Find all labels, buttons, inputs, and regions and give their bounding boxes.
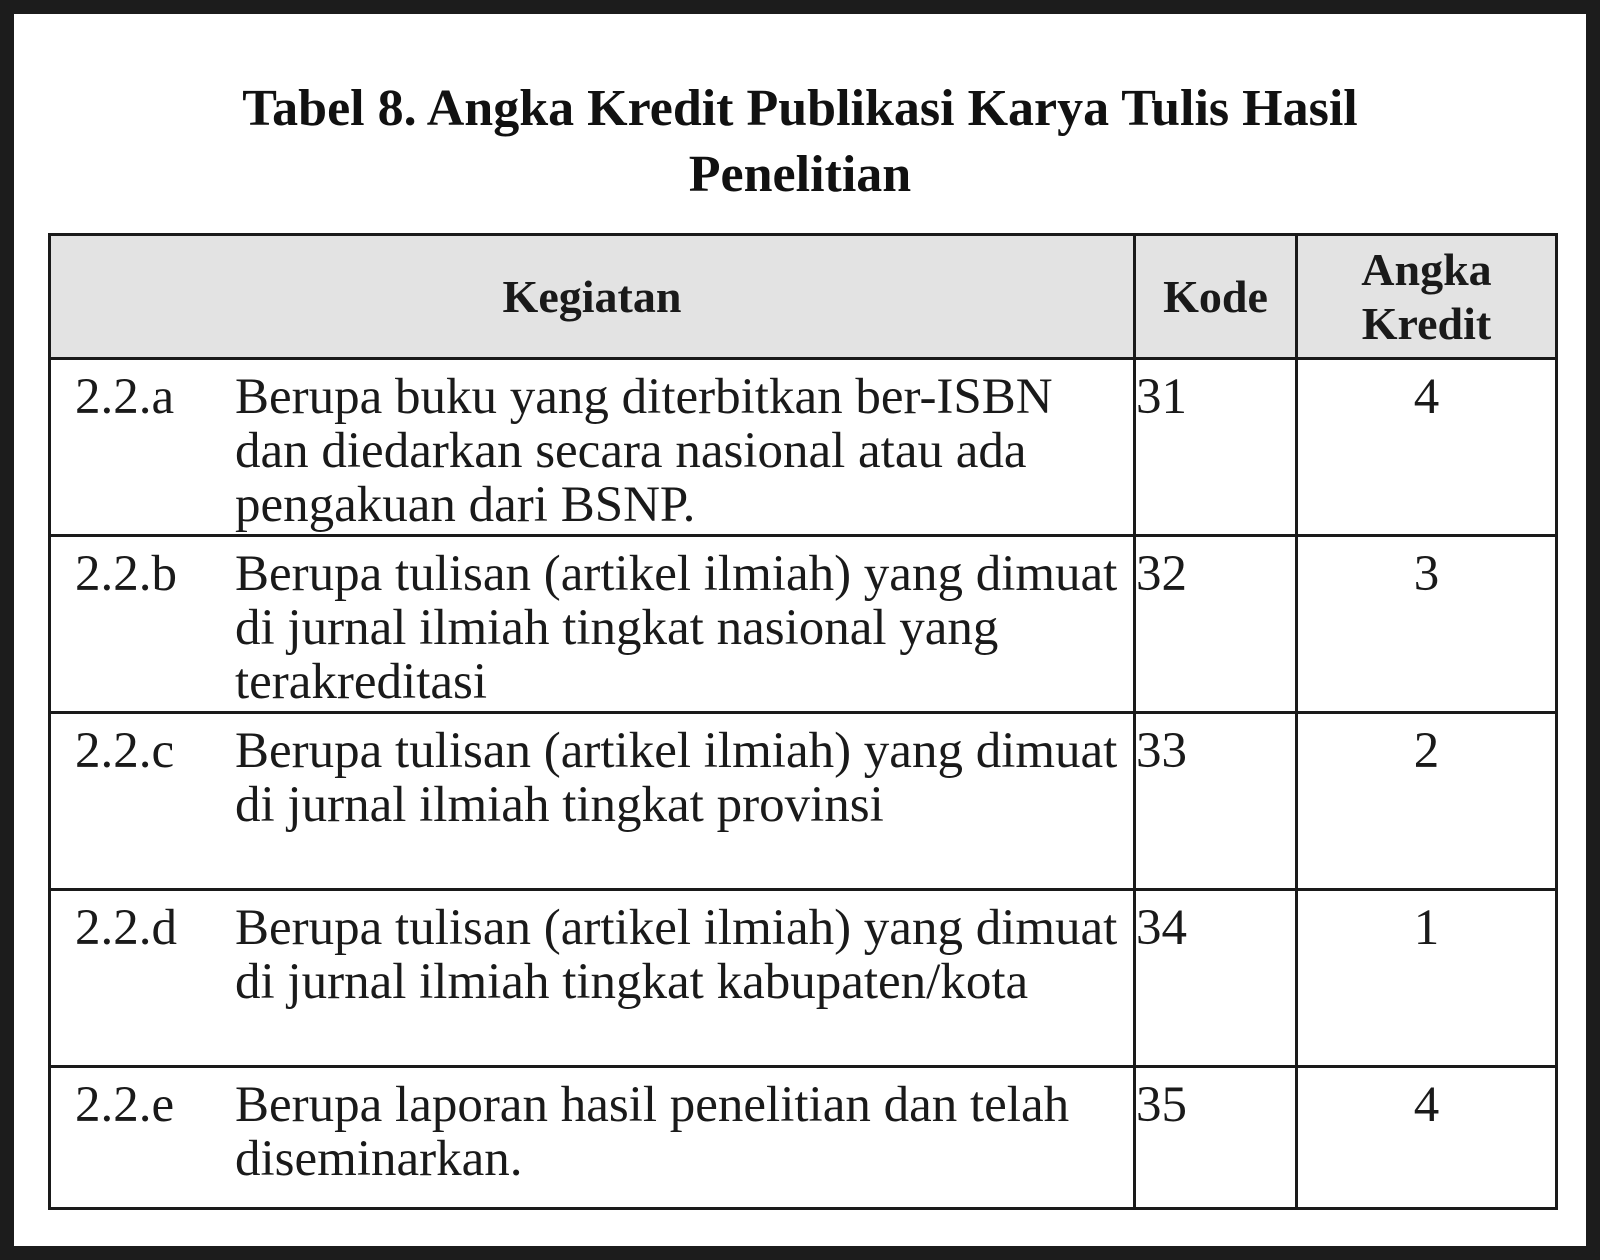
header-kegiatan: Kegiatan — [50, 235, 1135, 359]
table-row — [50, 1067, 1557, 1209]
header-angka-kredit-line-2: Kredit — [1361, 297, 1492, 349]
cell-angka-kredit: 2 — [1297, 713, 1557, 890]
cell-kode: 35 — [1135, 1067, 1297, 1209]
cell-angka-kredit: 4 — [1297, 359, 1557, 536]
row-description: Berupa laporan hasil penelitian dan telah diseminarkan. — [235, 1077, 1070, 1187]
cell-kode: 33 — [1135, 713, 1297, 890]
cell-kegiatan — [50, 536, 1135, 713]
table-header-row — [50, 235, 1557, 359]
row-description: Berupa buku yang diterbitkan ber-ISBN dan diedarkan secara nasional atau ada pengakuan dari BSNP. — [235, 369, 1053, 533]
header-angka-kredit-line-1: Angka — [1361, 243, 1492, 295]
row-code: 2.2.e — [75, 1077, 175, 1133]
table-title-line-2: Penelitian — [688, 146, 912, 203]
row-code: 2.2.d — [75, 900, 177, 956]
cell-kegiatan — [50, 1067, 1135, 1209]
row-code: 2.2.c — [75, 723, 175, 779]
cell-angka-kredit: 4 — [1297, 1067, 1557, 1209]
table-row — [50, 536, 1557, 713]
cell-kegiatan — [50, 359, 1135, 536]
table-row — [50, 890, 1557, 1067]
table-row — [50, 713, 1557, 890]
cell-angka-kredit: 3 — [1297, 536, 1557, 713]
table-title — [14, 76, 1586, 208]
row-description: Berupa tulisan (artikel ilmiah) yang dimuat di jurnal ilmiah tingkat provinsi — [235, 723, 1118, 833]
cell-kegiatan — [50, 890, 1135, 1067]
row-description: Berupa tulisan (artikel ilmiah) yang dimuat di jurnal ilmiah tingkat nasional yang terakreditasi — [235, 546, 1118, 710]
header-angka-kredit — [1297, 235, 1557, 359]
header-kode: Kode — [1135, 235, 1297, 359]
table-row — [50, 359, 1557, 536]
row-code: 2.2.a — [75, 369, 175, 425]
cell-kode: 32 — [1135, 536, 1297, 713]
document-frame — [14, 14, 1586, 1246]
row-code: 2.2.b — [75, 546, 177, 602]
row-description: Berupa tulisan (artikel ilmiah) yang dimuat di jurnal ilmiah tingkat kabupaten/kota — [235, 900, 1118, 1010]
cell-kode: 34 — [1135, 890, 1297, 1067]
cell-angka-kredit: 1 — [1297, 890, 1557, 1067]
cell-kegiatan — [50, 713, 1135, 890]
cell-kode: 31 — [1135, 359, 1297, 536]
credit-table — [48, 233, 1558, 1210]
table-title-line-1: Tabel 8. Angka Kredit Publikasi Karya Tulis Hasil — [242, 80, 1358, 137]
